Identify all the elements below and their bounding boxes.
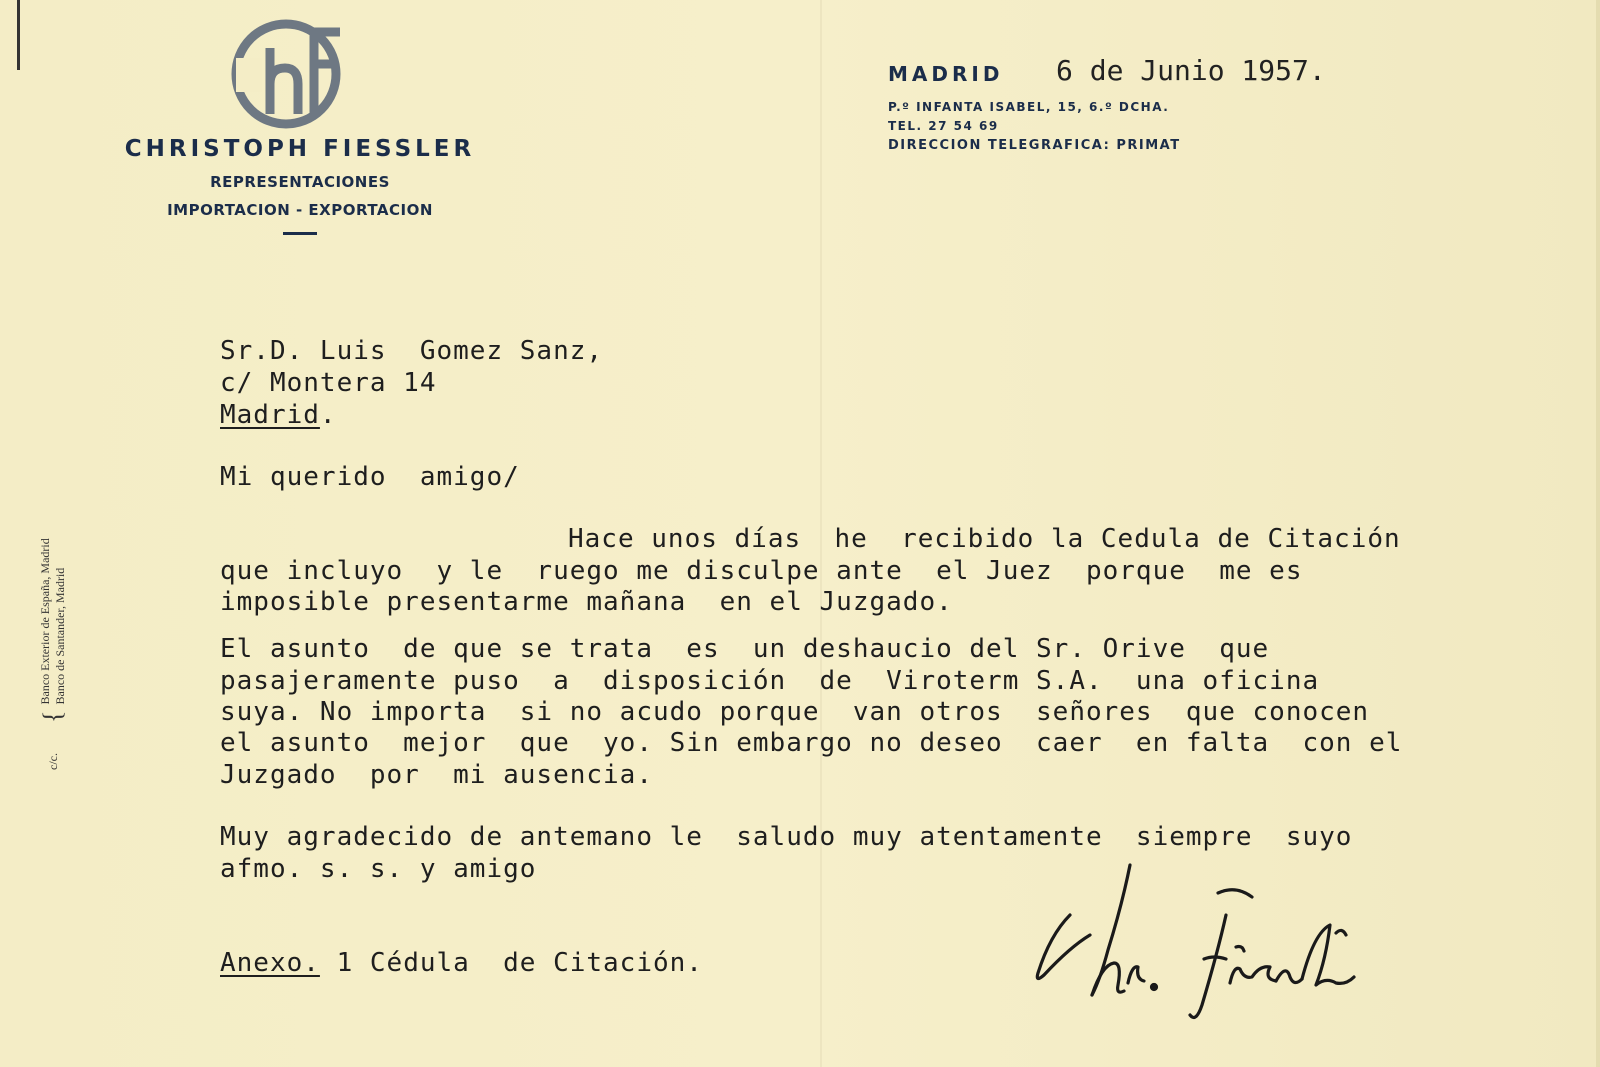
city: MADRID <box>888 62 1004 86</box>
annex-label: Anexo. <box>220 948 320 978</box>
edge-mark <box>17 0 20 70</box>
company-rule <box>283 232 317 235</box>
recipient-city: Madrid <box>220 400 320 430</box>
body-line: que incluyo y le ruego me disculpe ante el Juez porque me es <box>220 556 1303 586</box>
closing-line: Muy agradecido de antemano le saludo muy atentamente siempre suyo <box>220 822 1353 852</box>
recipient-street: c/ Montera 14 <box>220 368 437 398</box>
recipient-city-suffix: . <box>319 400 337 430</box>
body-line: imposible presentarme mañana en el Juzgado. <box>220 587 953 617</box>
body-line: el asunto mejor que yo. Sin embargo no deseo caer en falta con el <box>220 728 1403 758</box>
paper-edge <box>1596 0 1600 1067</box>
brace: { <box>38 710 67 723</box>
body-line: Juzgado por mi ausencia. <box>220 760 653 790</box>
salutation: Mi querido amigo/ <box>220 462 520 492</box>
body-line: Hace unos días he recibido la Cedula de Citación <box>568 524 1401 554</box>
telephone: TEL. 27 54 69 <box>888 119 999 133</box>
recipient-name: Sr.D. Luis Gomez Sanz, <box>220 336 604 366</box>
body-line: pasajeramente puso a disposición de Viroterm S.A. una oficina <box>220 666 1320 696</box>
handwritten-signature <box>1030 855 1370 1035</box>
company-logo <box>228 18 346 130</box>
company-line-2: IMPORTACION - EXPORTACION <box>167 201 433 219</box>
letterhead-address <box>888 54 1448 153</box>
body-line: El asunto de que se trata es un deshaucio del Sr. Orive que <box>220 634 1270 664</box>
company-name: CHRISTOPH FIESSLER <box>124 136 476 162</box>
annex-line <box>220 948 703 978</box>
company-block <box>100 136 500 235</box>
cc-label: c/c. <box>45 753 60 770</box>
company-line-1: REPRESENTACIONES <box>210 173 390 191</box>
bank-1: Banco Exterior de España, Madrid <box>38 538 52 705</box>
letter-date: 6 de Junio 1957. <box>1056 54 1326 87</box>
bank-2: Banco de Santander, Madrid <box>53 567 67 705</box>
telegraph-address: DIRECCION TELEGRAFICA: PRIMAT <box>888 138 1181 153</box>
recipient-city-line <box>220 400 337 430</box>
annex-text: 1 Cédula de Citación. <box>319 948 703 978</box>
address: P.º INFANTA ISABEL, 15, 6.º DCHA. <box>888 100 1170 114</box>
body-line: suya. No importa si no acudo porque van otros señores que conocen <box>220 697 1370 727</box>
closing-line: afmo. s. s. y amigo <box>220 854 537 884</box>
